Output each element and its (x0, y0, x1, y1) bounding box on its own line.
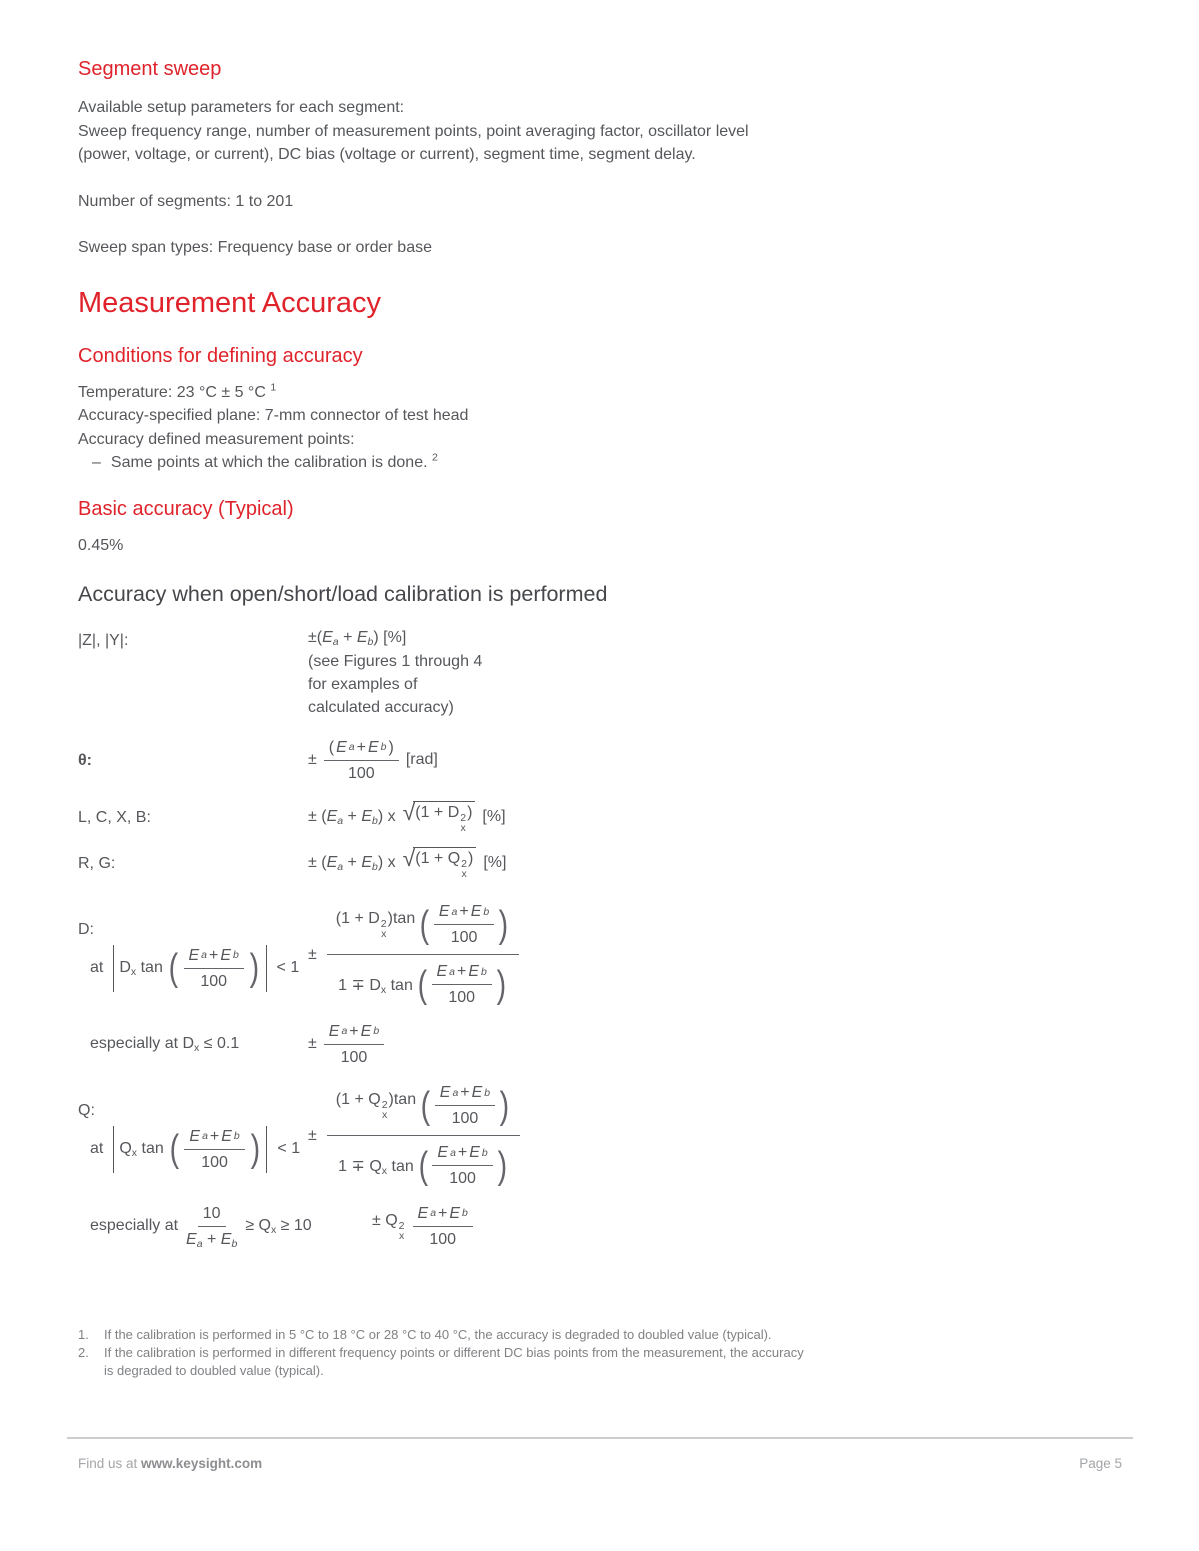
fraction-denominator: 100 (429, 1230, 457, 1248)
open-paren: ( (418, 1144, 428, 1187)
text-line: calculated accuracy) (308, 699, 454, 716)
close-paren: ) (497, 1144, 507, 1187)
text-line: especially at $D_x \le 0.1$ (90, 1035, 240, 1054)
absolute-value (113, 1126, 267, 1173)
formula-value-d (308, 901, 519, 1008)
text-line: Available setup parameters for each segment: (78, 99, 405, 116)
page-footer (67, 1437, 1133, 1471)
inequality: < 1 (276, 959, 300, 976)
formula-expression: (1 + D 2 x )tan (335, 910, 416, 940)
open-paren: ( (420, 1084, 431, 1127)
open-paren: ( (169, 1128, 179, 1170)
footnote-number: 1. (78, 1327, 89, 1342)
paragraph-number-of-segments: Number of segments: 1 to 201 (78, 192, 294, 210)
unit-label: [rad] (405, 751, 438, 768)
plus-minus-sign: ± (308, 1126, 317, 1144)
text-line: (see Figures 1 through 4 (308, 653, 483, 670)
bullet-item (78, 451, 1121, 475)
formula-expression: $1 \mp D_x$ tan (338, 976, 413, 996)
inequality: ≥ $Q_x \ge 10$ (245, 1217, 312, 1236)
paragraph-conditions (78, 381, 1121, 452)
heading-open-short-load: Accuracy when open/short/load calibration is performed (78, 582, 608, 606)
formula-label-q: Q: (78, 1101, 95, 1119)
fraction-denominator: 100 (448, 989, 476, 1006)
absolute-value (113, 945, 266, 992)
bullet-text: Same points at which the calibration is done. $^2$ (110, 451, 438, 471)
text-line: (power, voltage, or current), DC bias (voltage or current), segment time, segment delay. (78, 146, 696, 163)
fraction (324, 1021, 384, 1068)
fraction-numerator: E a + E b (434, 901, 494, 925)
condition-expression (90, 1035, 308, 1053)
footer-left (78, 1456, 262, 1471)
close-paren: ) (249, 947, 259, 989)
paragraph-sweep-span-types: Sweep span types: Frequency base or order base (78, 239, 432, 256)
formula-label-zy: |Z|, |Y|: (78, 632, 129, 649)
bullet-dash: – (92, 454, 101, 471)
formula-expression: $Q_x$ tan (119, 1140, 164, 1159)
footnotes (78, 1326, 804, 1380)
fraction-numerator: E a + E b (435, 1082, 495, 1106)
text-line: Temperature: 23 °C ± 5 °C $^1$ (78, 381, 277, 401)
fraction-denominator (338, 955, 507, 1008)
footnote-number: 2. (78, 1345, 89, 1360)
formula-row-zy (78, 629, 1121, 719)
formula-note (308, 650, 482, 719)
formula-expression: ± $(E_a + E_b)$ x (308, 808, 396, 827)
big-fraction (327, 901, 519, 1008)
formula-condition-q (78, 1099, 308, 1173)
formula-value-lcxb (308, 801, 506, 833)
inequality: < 1 (277, 1140, 301, 1157)
condition-expression (90, 1203, 372, 1250)
fraction-numerator: E a + E b (184, 1126, 244, 1150)
formula-value (372, 1203, 473, 1250)
heading-measurement-accuracy: Measurement Accuracy (78, 286, 382, 319)
unit-label: [%] (483, 854, 507, 871)
fraction (432, 1142, 492, 1189)
radicand: (1 + Q 2 x ) (413, 847, 476, 879)
formula-row-theta (78, 733, 1121, 787)
fraction-numerator: 10 (198, 1203, 226, 1227)
open-paren: ( (168, 947, 178, 989)
fraction-denominator: $E_a + E_b$ (186, 1230, 238, 1250)
formula-expression: $\pm(E_a + E_b)$ [%] (308, 629, 407, 648)
text-line: Sweep frequency range, number of measurement points, point averaging factor, oscillator level (78, 122, 749, 140)
fraction-denominator: 100 (449, 1170, 476, 1187)
plus-minus-sign: ± Q 2 x (372, 1211, 405, 1242)
condition-expression (90, 945, 308, 992)
formula-label-theta: θ: (78, 751, 92, 769)
basic-accuracy-value: 0.45% (78, 536, 124, 554)
formula-expression: ± $(E_a + E_b)$ x (308, 854, 396, 873)
radicand: (1 + D 2 x ) (413, 801, 475, 833)
find-us-label: Find us at (78, 1456, 138, 1471)
unit-label: [%] (482, 808, 506, 825)
text-at: at (90, 959, 104, 976)
text-line: Accuracy defined measurement points: (78, 430, 355, 448)
plus-minus-sign: ± (308, 1035, 317, 1052)
plus-minus-sign: ± (308, 751, 317, 768)
keysight-url-link[interactable]: www.keysight.com (141, 1456, 263, 1471)
footnote-text: If the calibration is performed in 5 °C to 18 °C or 28 °C to 40 °C, the accuracy is degraded to doubled value (typical). (104, 1327, 772, 1342)
formula-label-lcxb: L, C, X, B: (78, 808, 151, 826)
text-at: at (90, 1140, 104, 1157)
formula-expression: (1 + Q 2 x )tan (335, 1091, 417, 1121)
fraction-denominator: 100 (347, 764, 375, 782)
fraction (184, 945, 244, 992)
fraction (432, 961, 492, 1008)
radical-sign: √ (402, 799, 416, 825)
formula-expression: $1 \mp Q_x$ tan (338, 1157, 414, 1177)
formula-row-q-especially (78, 1199, 1121, 1253)
heading-basic-accuracy: Basic accuracy (Typical) (78, 497, 294, 520)
formula-expression: $D_x$ tan (119, 959, 163, 978)
fraction-numerator: E a + E b (432, 1142, 492, 1166)
fraction-numerator: ( E a + E b ) (324, 737, 399, 761)
paragraph-segment-params (78, 96, 1121, 167)
big-fraction (327, 1082, 520, 1189)
text-line: especially at (90, 1217, 179, 1234)
fraction (184, 1126, 244, 1173)
formula-value-q (308, 1082, 520, 1189)
text-line: Accuracy-specified plane: 7-mm connector of test head (78, 407, 469, 424)
page-number: Page 5 (1079, 1456, 1122, 1471)
footnote-text: If the calibration is performed in different frequency points or different DC bias points from the measurement, the accuracy is degraded to doubled value (typical). (104, 1345, 804, 1378)
fraction (186, 1203, 237, 1250)
radical-sign: √ (402, 845, 416, 871)
formula-value (308, 1021, 384, 1068)
square-root (403, 801, 476, 833)
footnote-item (78, 1326, 804, 1344)
open-paren: ( (419, 903, 430, 946)
fraction-denominator (338, 1136, 508, 1189)
fraction-numerator: E a + E b (413, 1203, 473, 1227)
formula-value-rg (308, 847, 506, 879)
fraction-denominator: 100 (451, 1110, 479, 1127)
formula-value-zy (308, 629, 482, 719)
text-line: for examples of (308, 676, 418, 693)
formula-row-rg (78, 847, 1121, 879)
plus-minus-sign: ± (308, 945, 317, 963)
close-paren: ) (496, 963, 506, 1006)
fraction-numerator: E a + E b (324, 1021, 384, 1045)
close-paren: ) (498, 903, 509, 946)
formula-label-rg: R, G: (78, 854, 116, 872)
fraction-denominator: 100 (200, 972, 228, 990)
heading-segment-sweep: Segment sweep (78, 58, 222, 80)
open-paren: ( (417, 963, 427, 1006)
formula-row-d-especially (78, 1020, 1121, 1068)
fraction-denominator: 100 (340, 1048, 368, 1066)
fraction-numerator: E a + E b (432, 961, 492, 985)
formula-label-d: D: (78, 920, 94, 938)
formula-table (78, 629, 1121, 1253)
fraction (434, 901, 494, 948)
condition-expression (90, 1126, 308, 1173)
fraction (413, 1203, 473, 1250)
formula-condition-d (78, 918, 308, 992)
close-paren: ) (499, 1084, 510, 1127)
formula-row-d (78, 901, 1121, 1008)
close-paren: ) (250, 1128, 260, 1170)
footnote-item (78, 1344, 804, 1380)
fraction-denominator: 100 (450, 929, 478, 946)
square-root (403, 847, 477, 879)
fraction (324, 737, 399, 784)
fraction-numerator (327, 1082, 520, 1136)
heading-conditions: Conditions for defining accuracy (78, 344, 363, 367)
fraction (435, 1082, 495, 1129)
fraction-numerator (327, 901, 519, 955)
fraction-denominator: 100 (201, 1153, 228, 1171)
formula-row-lcxb (78, 801, 1121, 833)
formula-row-q (78, 1082, 1121, 1189)
fraction-numerator: E a + E b (184, 945, 244, 969)
formula-value-theta (308, 737, 438, 784)
